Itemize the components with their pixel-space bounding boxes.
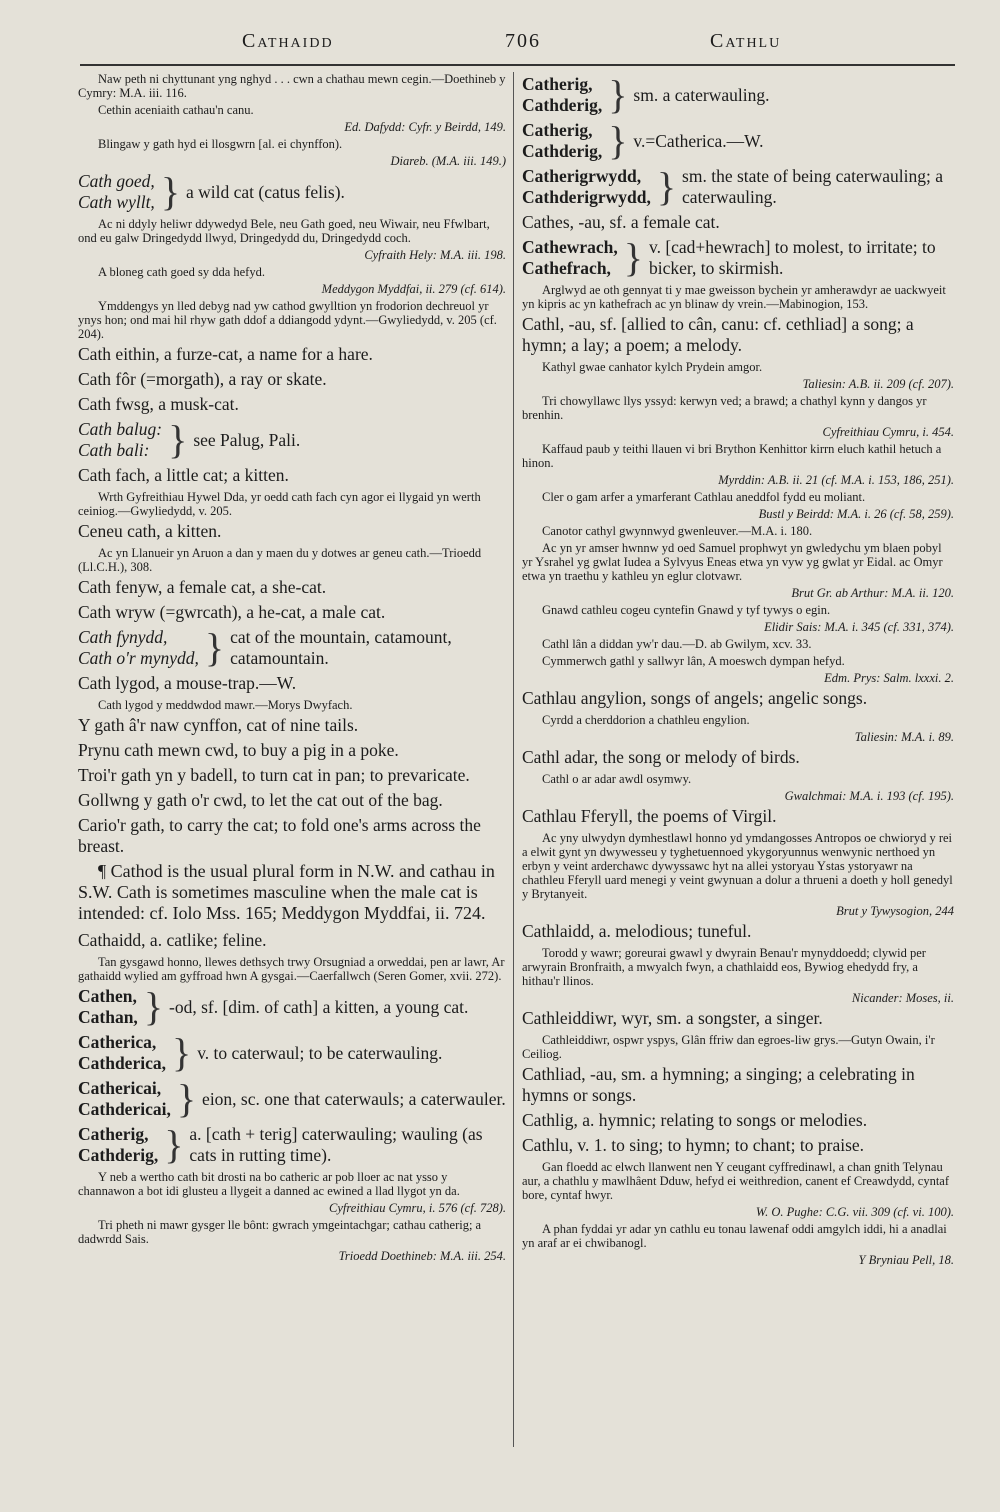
definition-text: v. [cad+hewrach] to molest, to irritate; to bicker, to skirmish.	[648, 237, 936, 278]
quotation: Cath lygod y meddwdod mawr.—Morys Dwyfach.	[98, 698, 353, 712]
brace-glyph: }	[164, 1122, 184, 1167]
definition-text: v.=Catherica.—W.	[633, 130, 764, 151]
definition-text: sm. the state of being caterwauling; a caterwauling.	[682, 166, 943, 207]
citation-source: Y Bryniau Pell, 18.	[858, 1253, 954, 1267]
brace-glyph: }	[160, 169, 181, 214]
citation-source: Cyfreithiau Cymru, i. 454.	[822, 425, 954, 439]
headword-group	[522, 74, 602, 116]
dictionary-entry: Y gath â'r naw cynffon, cat of nine tails.	[78, 715, 359, 735]
brace-glyph: }	[168, 417, 188, 462]
dictionary-entry	[78, 1032, 506, 1074]
headword: Cath balug:	[78, 419, 163, 439]
quotation: Ac yny ulwydyn dymhestlawl honno yd ymdangosses Antropos oe chwioryd y rei a elwit gynt yn dwywesseu y tyghetuennoed ykygoryunnus wenwynic nerthoed yn erbyn y veint arderchawc dywyssawc hyt na allei ystoryau Ystas ystoryawr na chathleu Fferyll uard menegi y veint gwynuan a dolur a thrueni a doeth y holl genedyl y Brytanyeit.	[522, 831, 953, 901]
quotation: Cathl o ar adar awdl osymwy.	[542, 772, 692, 786]
dictionary-entry: Cathleiddiwr, wyr, sm. a songster, a singer.	[522, 1008, 823, 1028]
headword: Cathen,	[78, 986, 137, 1006]
dictionary-entry	[78, 419, 506, 461]
definition-text: v. to caterwaul; to be caterwauling.	[197, 1042, 443, 1063]
definition-text: -od, sf. [dim. of cath] a kitten, a young cat.	[169, 996, 469, 1017]
dictionary-entry: Cathlu, v. 1. to sing; to hymn; to chant; to praise.	[522, 1135, 865, 1155]
definition-text: eion, sc. one that caterwauls; a caterwauler.	[202, 1088, 506, 1109]
citation-source: Bustl y Beirdd: M.A. i. 26 (cf. 58, 259).	[758, 507, 954, 521]
headword: Cathdericai,	[78, 1099, 171, 1119]
headword-group	[522, 166, 651, 208]
dictionary-entry: Cathliad, -au, sm. a hymning; a singing; a celebrating in hymns or songs.	[522, 1064, 915, 1105]
citation-source: Cyfraith Hely: M.A. iii. 198.	[364, 248, 506, 262]
dictionary-entry: Cathlau angylion, songs of angels; angelic songs.	[522, 688, 868, 708]
dictionary-entry	[78, 171, 506, 213]
definition-text: a wild cat (catus felis).	[186, 181, 345, 202]
citation-source: Ed. Dafydd: Cyfr. y Beirdd, 149.	[344, 120, 506, 134]
citation-source: Trioedd Doethineb: M.A. iii. 254.	[338, 1249, 506, 1263]
citation-source: Meddygon Myddfai, ii. 279 (cf. 614).	[321, 282, 506, 296]
definition-text: cat of the mountain, catamount, catamountain.	[230, 627, 452, 668]
dictionary-entry: Cath eithin, a furze-cat, a name for a hare.	[78, 344, 373, 364]
page-number: 706	[505, 30, 541, 52]
headword-group	[78, 986, 138, 1028]
dictionary-entry: Cathlaidd, a. melodious; tuneful.	[522, 921, 752, 941]
citation-source: Edm. Prys: Salm. lxxxi. 2.	[824, 671, 954, 685]
brace-glyph: }	[623, 235, 643, 280]
dictionary-entry	[78, 986, 506, 1028]
dictionary-entry: Cath fenyw, a female cat, a she-cat.	[78, 577, 327, 597]
dictionary-entry: Cathlig, a. hymnic; relating to songs or melodies.	[522, 1110, 868, 1130]
citation-source: Brut Gr. ab Arthur: M.A. ii. 120.	[791, 586, 954, 600]
quotation: Torodd y wawr; goreurai gwawl y dwyrain Benau'r mynyddoedd; clywid per arwyrain Bronfraith, a mwyalch fwyn, a chathlaidd eos, Bywiog ehedydd fry, a hithau'r llinos.	[522, 946, 926, 988]
quotation: Ac yn yr amser hwnnw yd oed Samuel prophwyt yn gwledychu ym blaen pobyl yr Ysrahel yg gwlat Iudea a Sylvyus Eneas etwa yn vyw yg gwlat yr Eidal. ac Omyr etwa yn traethu y kathleu yn eglur clotvawr.	[522, 541, 943, 583]
headword: Cath goed,	[78, 171, 155, 191]
dictionary-entry: Cath fach, a little cat; a kitten.	[78, 465, 289, 485]
dictionary-entry: Cath lygod, a mouse-trap.—W.	[78, 673, 297, 693]
citation-source: W. O. Pughe: C.G. vii. 309 (cf. vi. 100).	[755, 1205, 954, 1219]
dictionary-entry: Prynu cath mewn cwd, to buy a pig in a poke.	[78, 740, 399, 760]
quotation: Tri chowyllawc llys yssyd: kerwyn ved; a brawd; a chathyl kynn y dangos yr brenhin.	[522, 394, 927, 422]
citation-source: Diareb. (M.A. iii. 149.)	[390, 154, 506, 168]
quotation: Arglwyd ae oth gennyat ti y mae gweisson bychein yr amherawdyr ae uackwyeit yn kipris ac yn kathefrach ac yn blinaw dy vrein.—Mabinogion, 153.	[522, 283, 946, 311]
dictionary-entry: Gollwng y gath o'r cwd, to let the cat out of the bag.	[78, 790, 443, 810]
headword-group	[522, 237, 618, 279]
citation-source: Elidir Sais: M.A. i. 345 (cf. 331, 374).	[764, 620, 954, 634]
headword-group	[78, 1124, 158, 1166]
usage-note: ¶ Cathod is the usual plural form in N.W. and cathau in S.W. Cath is sometimes masculine when the male cat is intended: cf. Iolo Mss. 165; Meddygon Myddfai, ii. 724.	[78, 861, 495, 923]
brace-glyph: }	[176, 1076, 197, 1121]
headword: Catherigrwydd,	[522, 166, 642, 186]
citation-source: Taliesin: M.A. i. 89.	[854, 730, 954, 744]
definition-text: see Palug, Pali.	[193, 429, 301, 450]
quotation: Ac ni ddyly heliwr ddywedyd Bele, neu Gath goed, neu Wiwair, neu Ffwlbart, ond eu galw Dringedydd llwyd, Dringedydd du, Dringedydd coch.	[78, 217, 490, 245]
page-header	[80, 30, 950, 62]
headword: Cath bali:	[78, 440, 150, 460]
headword-group	[78, 627, 199, 669]
headword-group	[78, 171, 155, 213]
headword: Cathericai,	[78, 1078, 162, 1098]
quotation: Cethin aceniaith cathau'n canu.	[98, 103, 254, 117]
headword: Catherig,	[78, 1124, 149, 1144]
headword: Cathderig,	[522, 95, 603, 115]
citation-source: Gwalchmai: M.A. i. 193 (cf. 195).	[784, 789, 954, 803]
dictionary-entry: Cathaidd, a. catlike; feline.	[78, 930, 267, 950]
quotation: Gan floedd ac elwch llanwent nen Y ceugant cyffredinawl, a chan gnith Telynau aur, a chathlu y mawlhâent Dduw, hefyd ei weithredion, canent ef Creawdydd, cyntaf bore, cyntaf hwyr.	[522, 1160, 950, 1202]
headword: Cath wyllt,	[78, 192, 155, 212]
dictionary-entry	[78, 1078, 506, 1120]
column-divider	[513, 72, 514, 1447]
quotation: Cler o gam arfer a ymarferant Cathlau aneddfol fydd eu moliant.	[542, 490, 866, 504]
quotation: Ymddengys yn lled debyg nad yw cathod gwylltion yn frodorion dechreuol yr ynys hon; ond mai hil rhyw gath ddof a ddiangodd ydynt.—Gwyliedydd, v. 205 (cf. 204).	[78, 299, 497, 341]
headword: Catherica,	[78, 1032, 157, 1052]
citation-source: Brut y Tywysogion, 244	[836, 904, 954, 918]
brace-glyph: }	[204, 625, 225, 670]
headword: Cath o'r mynydd,	[78, 648, 199, 668]
headword-group	[78, 1032, 166, 1074]
dictionary-entry	[78, 1124, 506, 1166]
quotation: A phan fyddai yr adar yn cathlu eu tonau lawenaf oddi amgylch iddi, hi a anadlai yn araf ar ei chwibanogl.	[522, 1222, 947, 1250]
header-rule	[80, 64, 955, 66]
right-column	[522, 72, 954, 1452]
quotation: Naw peth ni chyttunant yng nghyd . . . cwn a chathau mewn cegin.—Doethineb y Cymry: M.A. iii. 116.	[78, 72, 506, 100]
dictionary-entry: Ceneu cath, a kitten.	[78, 521, 222, 541]
brace-glyph: }	[143, 984, 164, 1029]
headword: Cathan,	[78, 1007, 138, 1027]
quotation: Wrth Gyfreithiau Hywel Dda, yr oedd cath fach cyn agor ei llygaid yn werth ceiniog.—Gwyliedydd, v. 205.	[78, 490, 481, 518]
quotation: Blingaw y gath hyd ei llosgwrn [al. ei chynffon).	[98, 137, 343, 151]
headword-group	[522, 120, 602, 162]
quotation: Cymmerwch gathl y sallwyr lân, A moeswch dympan hefyd.	[542, 654, 845, 668]
dictionary-entry	[522, 237, 954, 279]
citation-source: Taliesin: A.B. ii. 209 (cf. 207).	[802, 377, 954, 391]
headword-group	[78, 1078, 171, 1120]
quotation: Cathleiddiwr, ospwr yspys, Glân ffriw dan egroes-liw grys.—Gutyn Owain, i'r Ceiliog.	[522, 1033, 935, 1061]
quotation: Kaffaud paub y teithi llauen vi bri Brython Kenhittor kirrn eluch kathil hetuch a hinon.	[522, 442, 942, 470]
headword: Cath fynydd,	[78, 627, 168, 647]
dictionary-entry	[522, 74, 954, 116]
headword-group	[78, 419, 162, 461]
dictionary-entry: Cath fwsg, a musk-cat.	[78, 394, 239, 414]
brace-glyph: }	[171, 1030, 192, 1075]
quotation: A bloneg cath goed sy dda hefyd.	[98, 265, 265, 279]
dictionary-entry: Cario'r gath, to carry the cat; to fold one's arms across the breast.	[78, 815, 481, 856]
dictionary-entry: Cathes, -au, sf. a female cat.	[522, 212, 720, 232]
quotation: Ac yn Llanueir yn Aruon a dan y maen du y dotwes ar geneu cath.—Trioedd (Ll.C.H.), 308.	[78, 546, 482, 574]
definition-text: a. [cath + terig] caterwauling; wauling (as cats in rutting time).	[189, 1124, 483, 1165]
quotation: Cathl lân a diddan yw'r dau.—D. ab Gwilym, xcv. 33.	[542, 637, 812, 651]
quotation: Canotor cathyl gwynnwyd gwenleuver.—M.A. i. 180.	[542, 524, 813, 538]
citation-source: Cyfreithiau Cymru, i. 576 (cf. 728).	[329, 1201, 506, 1215]
quotation: Y neb a wertho cath bit drosti na bo catheric ar pob lloer ac nat ysso y channawon a bot idi glusteu a llygeit a danned ac ewined a llad llygot yn da.	[78, 1170, 460, 1198]
dictionary-entry: Cathl, -au, sf. [allied to cân, canu: cf. cethliad] a song; a hymn; a lay; a poem; a melody.	[522, 314, 914, 355]
headword: Cathderig,	[78, 1145, 159, 1165]
headword: Cathefrach,	[522, 258, 611, 278]
headword: Cathderig,	[522, 141, 603, 161]
headword: Cathewrach,	[522, 237, 618, 257]
dictionary-entry: Cath wryw (=gwrcath), a he-cat, a male cat.	[78, 602, 386, 622]
definition-text: sm. a caterwauling.	[633, 84, 770, 105]
dictionary-entry: Troi'r gath yn y badell, to turn cat in pan; to prevaricate.	[78, 765, 470, 785]
dictionary-entry: Cath fôr (=morgath), a ray or skate.	[78, 369, 327, 389]
brace-glyph: }	[656, 164, 677, 209]
dictionary-entry	[522, 120, 954, 162]
brace-glyph: }	[608, 118, 628, 163]
citation-source: Myrddin: A.B. ii. 21 (cf. M.A. i. 153, 186, 251).	[718, 473, 954, 487]
citation-source: Nicander: Moses, ii.	[851, 991, 954, 1005]
quotation: Cyrdd a cherddorion a chathleu engylion.	[542, 713, 750, 727]
left-column	[78, 72, 506, 1452]
headword: Cathderigrwydd,	[522, 187, 651, 207]
dictionary-entry	[522, 166, 954, 208]
headword: Cathderica,	[78, 1053, 166, 1073]
dictionary-entry	[78, 627, 506, 669]
dictionary-entry: Cathl adar, the song or melody of birds.	[522, 747, 800, 767]
header-last-word: Cathlu	[710, 30, 782, 52]
headword: Catherig,	[522, 120, 593, 140]
quotation: Gnawd cathleu cogeu cyntefin Gnawd y tyf tywys o egin.	[542, 603, 831, 617]
quotation: Tan gysgawd honno, llewes dethsych trwy Orsugniad a orweddai, pen ar lawr, Ar gathaidd wylied am gyffroad hwn A gysgai.—Caerfallwch (Seren Gomer, xvii. 272).	[78, 955, 505, 983]
dictionary-entry: Cathlau Fferyll, the poems of Virgil.	[522, 806, 777, 826]
header-first-word: Cathaidd	[242, 30, 334, 52]
quotation: Kathyl gwae canhator kylch Prydein amgor.	[542, 360, 763, 374]
quotation: Tri pheth ni mawr gysger lle bônt: gwrach ymgeintachgar; cathau catherig; a dadwrdd Sais.	[78, 1218, 482, 1246]
brace-glyph: }	[608, 72, 628, 117]
headword: Catherig,	[522, 74, 593, 94]
